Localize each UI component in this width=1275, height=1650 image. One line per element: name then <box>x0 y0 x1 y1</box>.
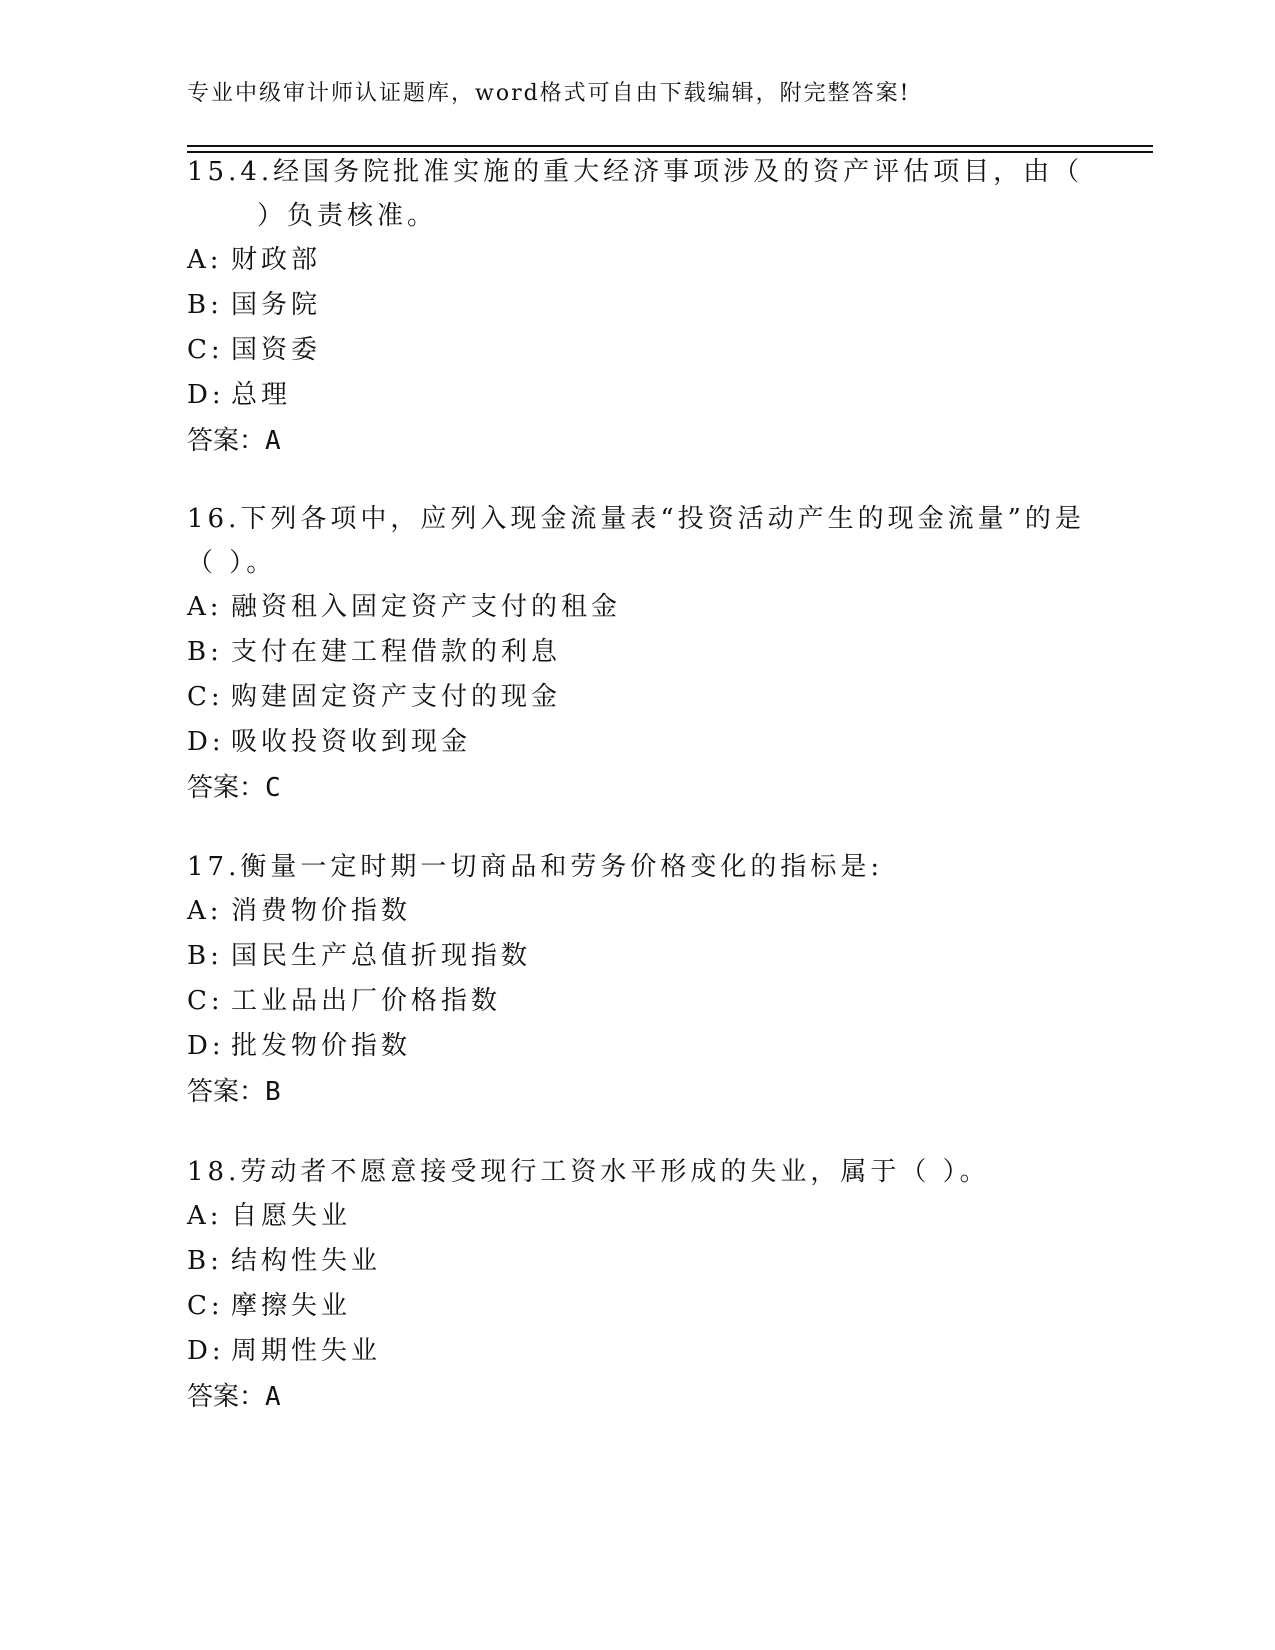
question-stem <box>187 497 1117 585</box>
option-letter: B: <box>187 637 223 667</box>
option-c <box>187 1284 1117 1329</box>
option-text: 融资租入固定资产支付的租金 <box>231 592 622 622</box>
option-text: 国务院 <box>231 290 322 320</box>
option-letter: D: <box>187 1031 225 1061</box>
option-text: 批发物价指数 <box>231 1031 412 1061</box>
question-stem <box>187 845 1117 889</box>
question-16 <box>187 497 1117 811</box>
option-c <box>187 328 1117 373</box>
option-b <box>187 1239 1117 1284</box>
option-text: 周期性失业 <box>231 1336 382 1366</box>
answer-line <box>187 765 1117 811</box>
answer-line <box>187 1069 1117 1115</box>
answer-label: 答案： <box>187 426 266 456</box>
option-b <box>187 934 1117 979</box>
option-letter: A: <box>187 896 223 926</box>
option-d <box>187 1329 1117 1374</box>
question-15 <box>187 150 1117 464</box>
answer-value: A <box>265 426 281 456</box>
answer-label: 答案： <box>187 773 266 803</box>
question-stem-line: 15.4.经国务院批准实施的重大经济事项涉及的资产评估项目，由（ <box>187 157 1084 187</box>
question-stem-line: 16.下列各项中，应列入现金流量表“投资活动产生的现金流量”的是 <box>187 504 1085 534</box>
option-b <box>187 630 1117 675</box>
option-letter: C: <box>187 986 224 1016</box>
answer-value: C <box>265 773 281 803</box>
option-text: 吸收投资收到现金 <box>231 727 472 757</box>
option-text: 财政部 <box>231 245 322 275</box>
option-letter: B: <box>187 941 223 971</box>
option-text: 国民生产总值折现指数 <box>231 941 532 971</box>
option-text: 国资委 <box>231 335 322 365</box>
option-text: 总理 <box>231 380 292 410</box>
option-d <box>187 1024 1117 1069</box>
answer-value: A <box>265 1382 281 1412</box>
option-text: 工业品出厂价格指数 <box>231 986 502 1016</box>
question-stem-line: 17.衡量一定时期一切商品和劳务价格变化的指标是: <box>187 852 884 882</box>
option-a <box>187 1194 1117 1239</box>
option-d <box>187 720 1117 765</box>
option-text: 消费物价指数 <box>231 896 412 926</box>
option-letter: B: <box>187 1246 223 1276</box>
option-letter: C: <box>187 1291 224 1321</box>
question-stem <box>187 1150 1117 1194</box>
question-stem-line: 18.劳动者不愿意接受现行工资水平形成的失业，属于（ ）。 <box>187 1157 990 1187</box>
option-text: 购建固定资产支付的现金 <box>231 682 562 712</box>
answer-line <box>187 1374 1117 1420</box>
question-18 <box>187 1150 1117 1420</box>
option-letter: D: <box>187 380 225 410</box>
option-text: 支付在建工程借款的利息 <box>231 637 562 667</box>
option-text: 结构性失业 <box>231 1246 382 1276</box>
option-c <box>187 675 1117 720</box>
answer-value: B <box>265 1077 281 1107</box>
option-letter: A: <box>187 245 223 275</box>
option-text: 自愿失业 <box>231 1201 352 1231</box>
option-a <box>187 238 1117 283</box>
option-d <box>187 373 1117 418</box>
option-letter: D: <box>187 1336 225 1366</box>
question-stem-continuation: ）负责核准。 <box>257 201 438 231</box>
answer-line <box>187 418 1117 464</box>
question-17 <box>187 845 1117 1115</box>
option-c <box>187 979 1117 1024</box>
option-letter: A: <box>187 1201 223 1231</box>
option-letter: D: <box>187 727 225 757</box>
header-rule-top <box>187 145 1153 147</box>
question-stem <box>187 150 1117 238</box>
option-letter: A: <box>187 592 223 622</box>
option-letter: C: <box>187 682 224 712</box>
option-letter: C: <box>187 335 224 365</box>
answer-label: 答案： <box>187 1077 266 1107</box>
question-stem-continuation: （ ）。 <box>187 548 277 578</box>
answer-label: 答案： <box>187 1382 266 1412</box>
page-header: 专业中级审计师认证题库，word格式可自由下载编辑，附完整答案! <box>187 81 911 106</box>
option-text: 摩擦失业 <box>231 1291 352 1321</box>
option-letter: B: <box>187 290 223 320</box>
option-a <box>187 585 1117 630</box>
option-b <box>187 283 1117 328</box>
option-a <box>187 889 1117 934</box>
